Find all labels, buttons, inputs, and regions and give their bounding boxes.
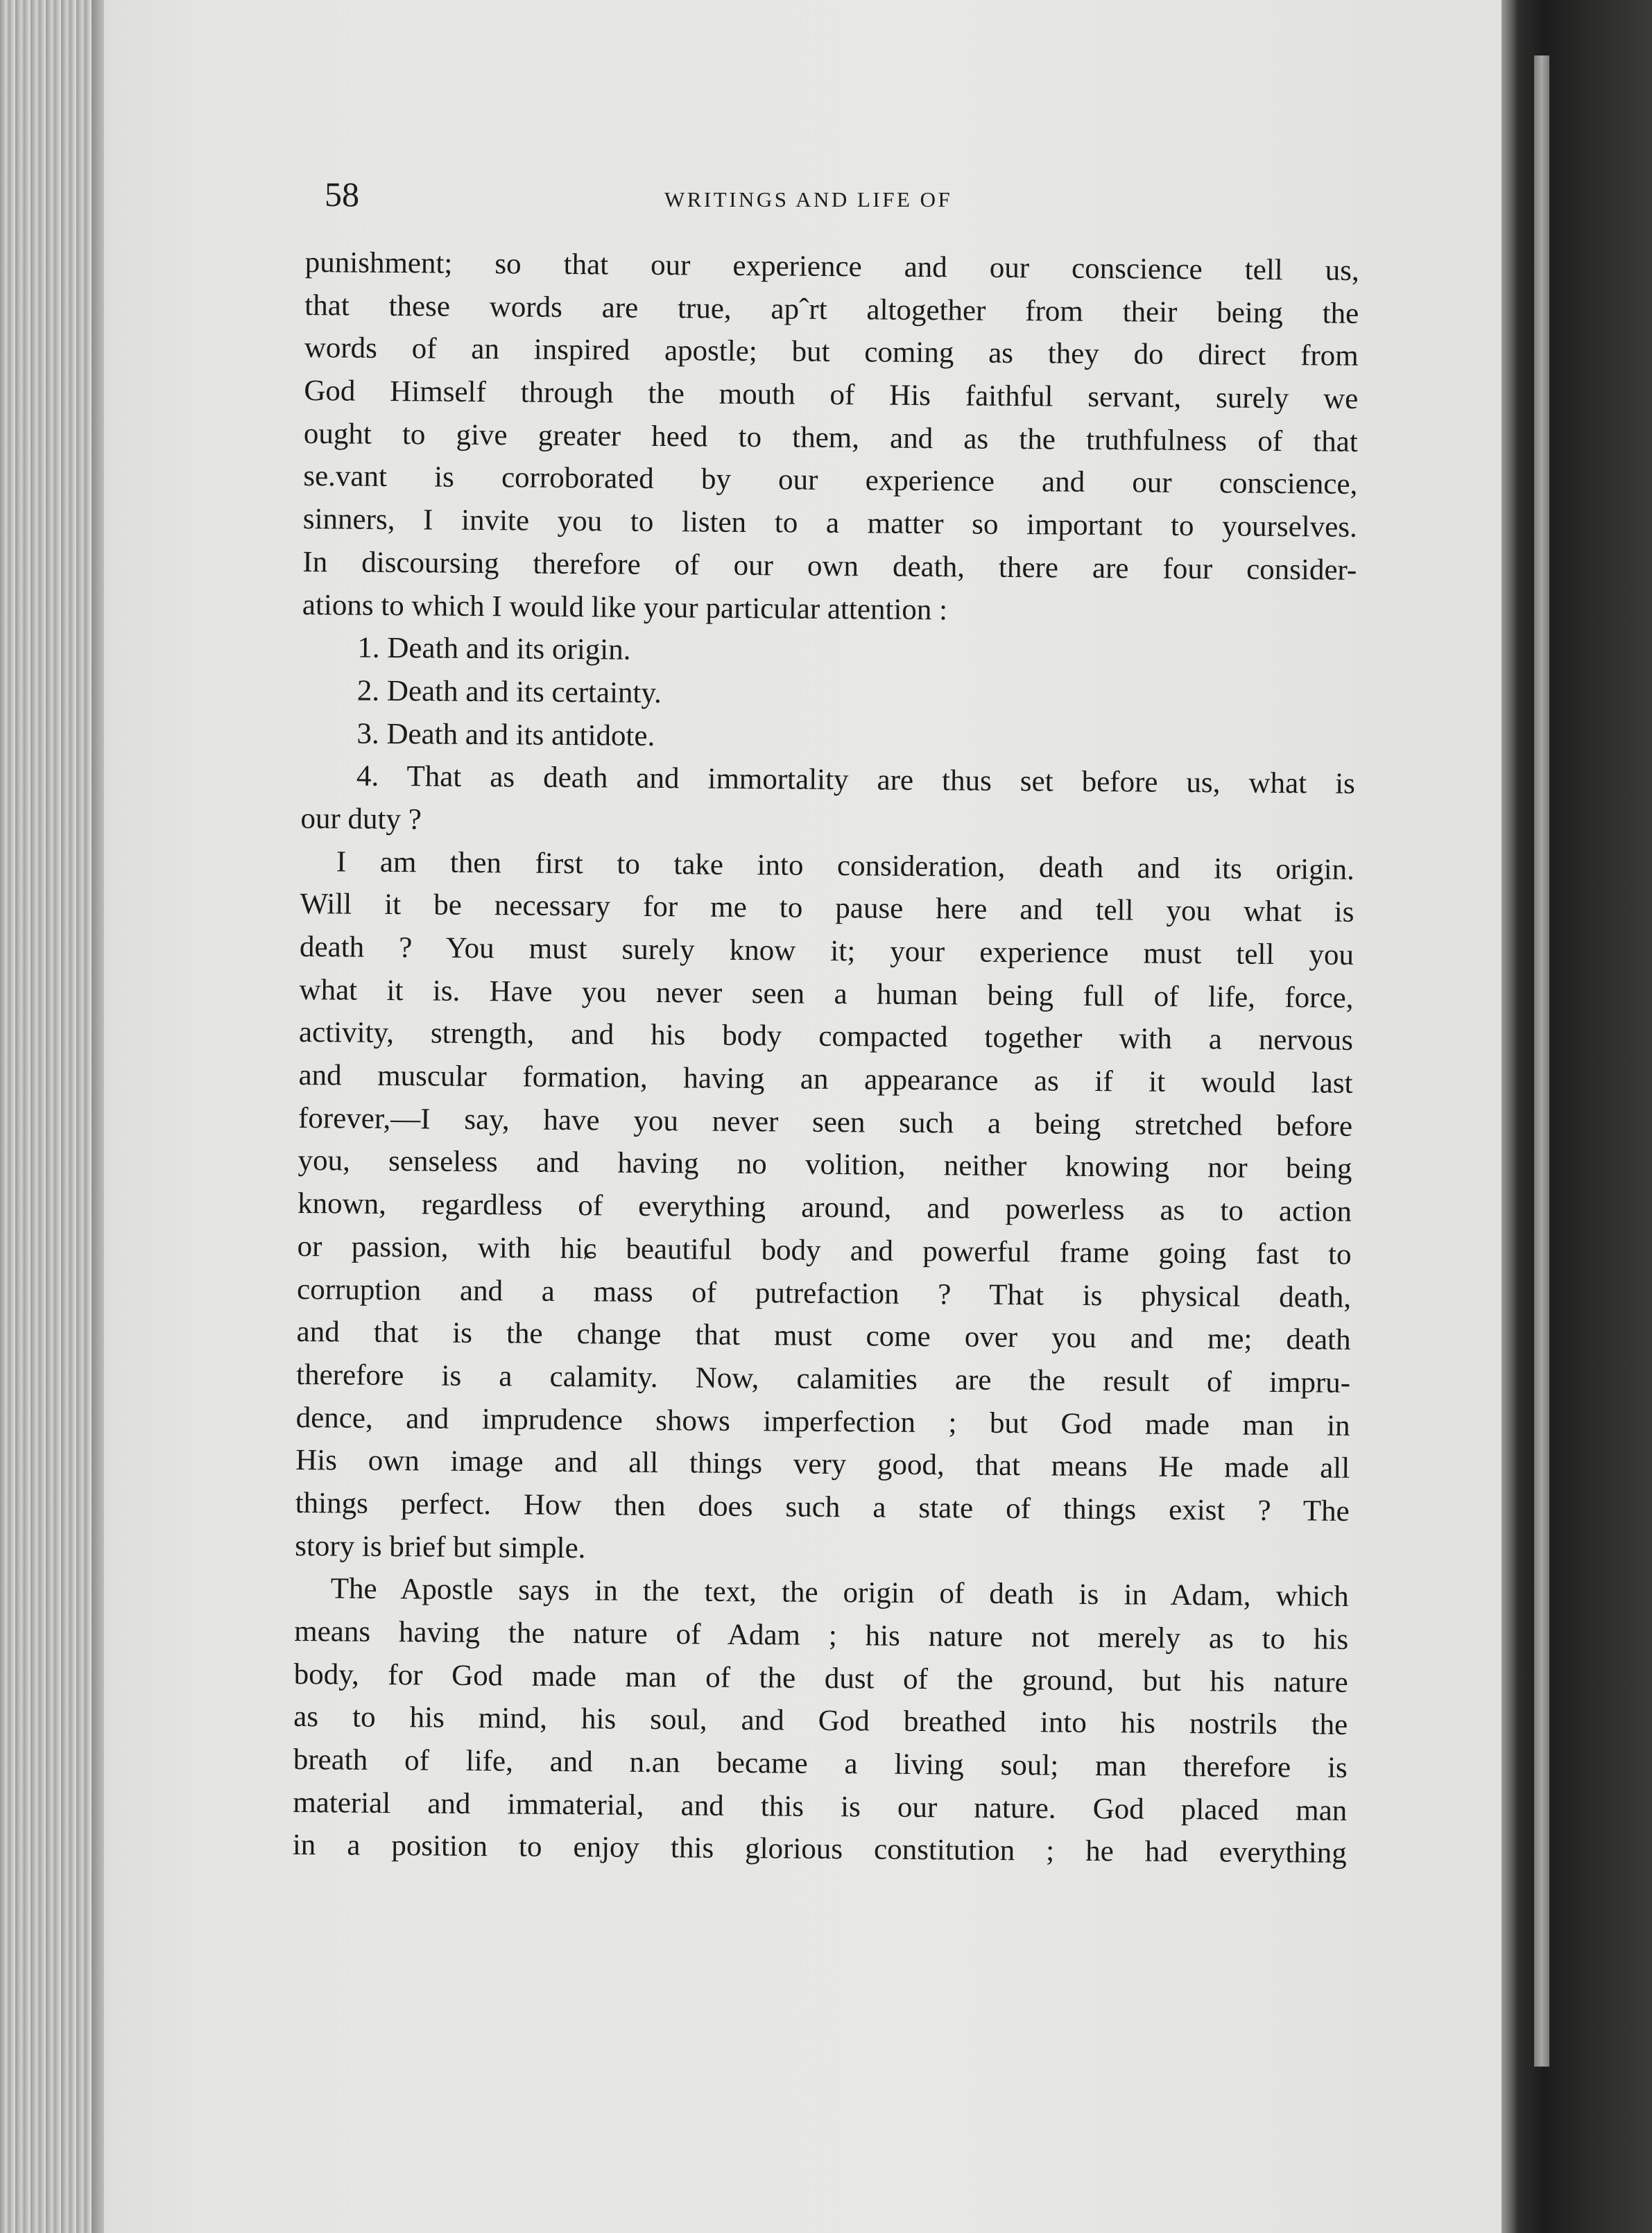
text-line: in a position to enjoy this glorious constitution ; he had everything xyxy=(292,1829,1347,1870)
text-line: forever,—I say, have you never seen such a being stretched before xyxy=(298,1101,1353,1143)
text-line: things perfect. How then does such a state of things exist ? The xyxy=(295,1486,1350,1528)
body-text xyxy=(293,241,1359,1875)
right-page-edge-strip xyxy=(1534,55,1549,2067)
text-line: In discoursing therefore of our own death, there are four consider- xyxy=(302,545,1357,587)
text-line: ought to give greater heed to them, and as the truthfulness of that xyxy=(303,417,1358,458)
text-line: body, for God made man of the dust of the ground, but his nature xyxy=(293,1657,1348,1699)
list-item: 2. Death and its certainty. xyxy=(356,674,662,709)
text-line: you, senseless and having no volition, neither knowing nor being xyxy=(298,1144,1352,1186)
text-line: His own image and all things very good, that means He made all xyxy=(295,1444,1350,1485)
text-line: our duty ? xyxy=(300,802,422,836)
text-line: breath of life, and n.an became a living soul; man therefore is xyxy=(293,1743,1348,1784)
text-line: dence, and imprudence shows imperfection ; but God made man in xyxy=(295,1401,1350,1442)
text-line: known, regardless of everything around, and powerless as to action xyxy=(297,1187,1352,1229)
paragraph-first-line: I am then first to take into consideration, death and its origin. xyxy=(336,845,1355,886)
text-line: therefore is a calamity. Now, calamities are the result of impru- xyxy=(295,1358,1351,1399)
text-line: activity, strength, and his body compacted together with a nervous xyxy=(298,1016,1354,1058)
text-line: and that is the change that must come over you and me; death xyxy=(296,1316,1351,1357)
text-line: death ? You must surely know it; your experience must tell you xyxy=(299,930,1354,972)
text-line: corruption and a mass of putrefaction ? That is physical death, xyxy=(296,1273,1352,1314)
text-line: or passion, with hiɕ beautiful body and powerful frame going fast to xyxy=(297,1230,1352,1271)
text-line: se.vant is corroborated by our experience and our conscience, xyxy=(303,460,1358,501)
text-line: punishment; so that our experience and our conscience tell us, xyxy=(304,245,1359,287)
paragraph-first-line: The Apostle says in the text, the origin of death is in Adam, which xyxy=(330,1572,1349,1614)
running-title: WRITINGS AND LIFE OF xyxy=(664,187,953,212)
text-line: means having the nature of Adam ; his nature not merely as to his xyxy=(294,1614,1349,1656)
page-number: 58 xyxy=(325,175,359,214)
text-line: sinners, I invite you to listen to a matter so important to yourselves. xyxy=(302,503,1357,544)
running-head xyxy=(325,173,1379,229)
text-line: as to his mind, his soul, and God breathed into his nostrils the xyxy=(293,1700,1348,1742)
text-line: material and immaterial, and this is our nature. God placed man xyxy=(293,1786,1348,1827)
text-line: what it is. Have you never seen a human being full of life, force, xyxy=(299,973,1354,1015)
text-line: God Himself through the mouth of His faithful servant, surely we xyxy=(304,374,1359,415)
text-line: story is brief but simple. xyxy=(295,1529,586,1564)
list-item: 4. That as death and immortality are thus set before us, what is xyxy=(356,759,1356,801)
list-item: 3. Death and its antidote. xyxy=(356,717,655,752)
text-line: words of an inspired apostle; but coming as they do direct from xyxy=(304,331,1359,373)
left-page-edges xyxy=(0,0,104,2233)
text-line: Will it be necessary for me to pause here and tell you what is xyxy=(300,888,1354,929)
list-item: 1. Death and its origin. xyxy=(357,631,631,666)
text-line: ations to which I would like your particular attention : xyxy=(302,588,948,626)
right-binding-edge xyxy=(1502,0,1652,2233)
text-line: that these words are true, apˆrt altogether from their being the xyxy=(304,288,1359,330)
text-line: and muscular formation, having an appearance as if it would last xyxy=(298,1059,1353,1100)
